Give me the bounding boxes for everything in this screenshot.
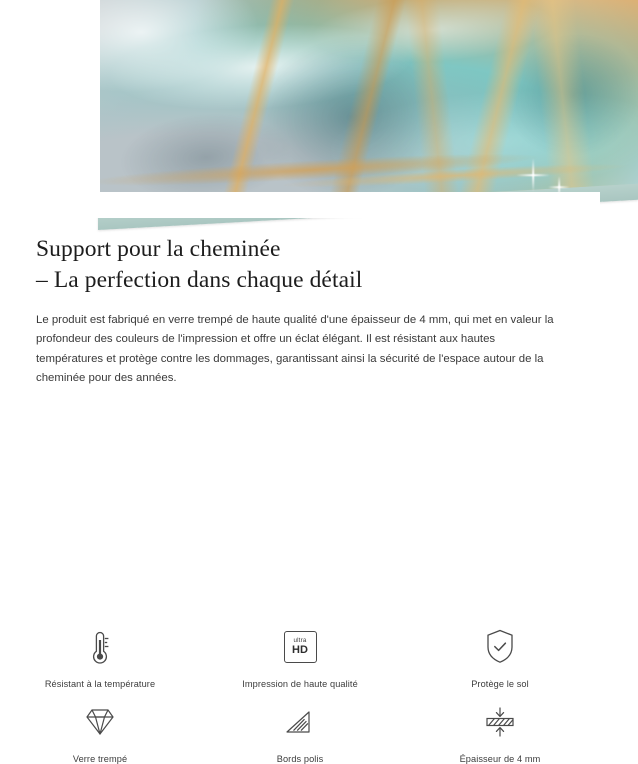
ultra-hd-bottom-label: HD	[292, 644, 308, 657]
artwork-gold-veins-3	[98, 0, 638, 214]
feature-thickness	[400, 689, 600, 764]
thermometer-icon	[83, 624, 117, 670]
feature-row-1	[0, 614, 600, 689]
hero-bottom-margin	[0, 192, 600, 218]
feature-label: Verre trempé	[72, 754, 128, 764]
footer-spacer	[0, 590, 600, 600]
thickness-icon	[481, 699, 519, 745]
feature-label: Épaisseur de 4 mm	[459, 754, 541, 764]
ultra-hd-top-label: ultra	[293, 636, 307, 644]
feature-label: Impression de haute qualité	[242, 679, 358, 689]
ultra-hd-icon	[284, 624, 317, 670]
polished-edges-icon	[283, 699, 317, 745]
text-content	[0, 218, 600, 389]
feature-polished-edges	[200, 689, 400, 764]
feature-tempered-glass	[0, 689, 200, 764]
feature-print-quality	[200, 614, 400, 689]
feature-grid	[0, 614, 600, 764]
diamond-icon	[80, 699, 120, 745]
feature-temperature-resistant	[0, 614, 200, 689]
page-title	[0, 218, 600, 297]
headline-line-1: Support pour la cheminée	[36, 236, 281, 262]
body-paragraph: Le produit est fabriqué en verre trempé de haute qualité d'une épaisseur de 4 mm, qui met en valeur la profondeur des couleurs de l'impression et offre un éclat élégant. Il est résistant aux hautes températures et protège contre les dommages, garantissant ainsi la sécurité de l'espace autour de la cheminée pour des années.	[36, 313, 554, 385]
headline-line-2: – La perfection dans chaque détail	[36, 267, 363, 294]
hero-product-image	[0, 0, 600, 218]
hero-left-margin	[0, 0, 100, 218]
marble-artwork	[98, 0, 638, 214]
feature-floor-protection	[400, 614, 600, 689]
feature-label: Bords polis	[276, 754, 324, 764]
shield-check-icon	[482, 624, 518, 670]
feature-label: Protège le sol	[471, 679, 529, 689]
feature-label: Résistant à la température	[44, 679, 156, 689]
feature-row-2	[0, 689, 600, 764]
